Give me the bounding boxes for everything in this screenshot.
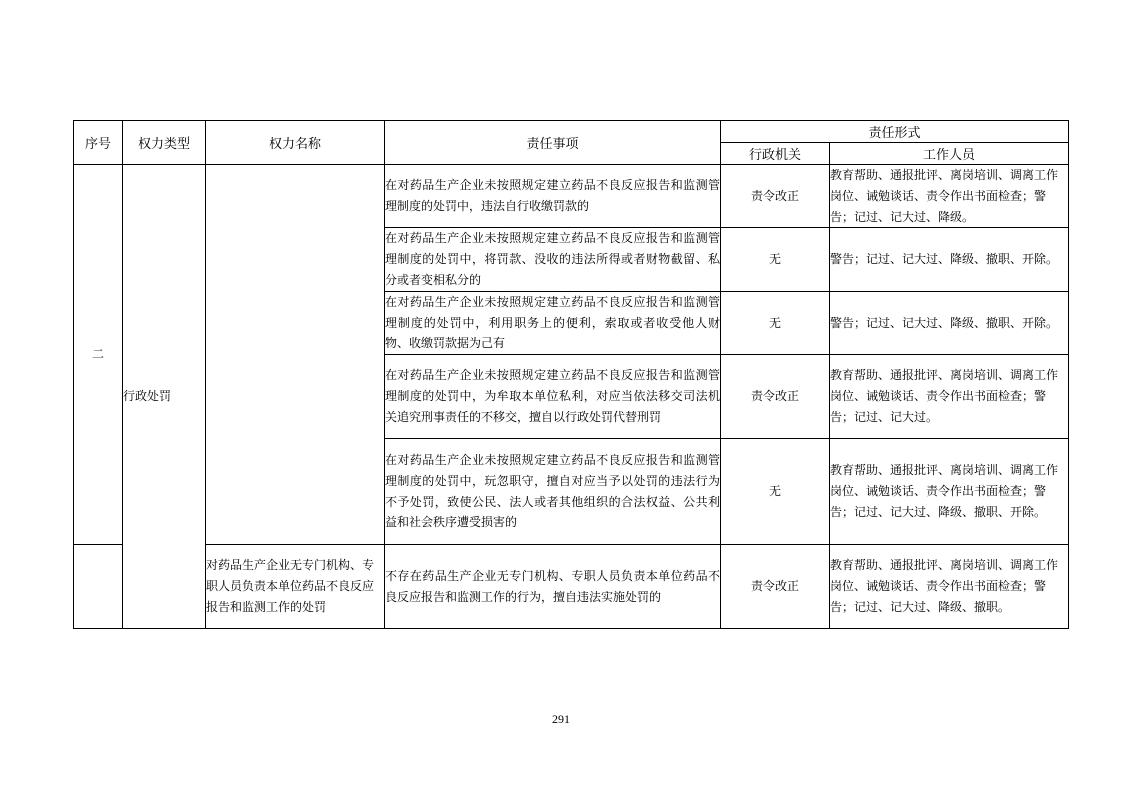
matter-cell: 在对药品生产企业未按照规定建立药品不良反应报告和监测管理制度的处罚中，利用职务上的便利，索取或者收受他人财物、收缴罚款据为己有 — [385, 291, 721, 354]
header-staff: 工作人员 — [830, 143, 1069, 165]
page-number: 291 — [552, 712, 570, 726]
matter-cell: 不存在药品生产企业无专门机构、专职人员负责本单位药品不良反应报告和监测工作的行为，擅自违法实施处罚的 — [385, 545, 721, 629]
header-forms: 责任形式 — [721, 121, 1069, 143]
header-power-type: 权力类型 — [123, 121, 206, 165]
power-type-cell: 行政处罚 — [123, 165, 206, 629]
admin-cell: 无 — [721, 228, 830, 291]
header-matters: 责任事项 — [385, 121, 721, 165]
matter-cell: 在对药品生产企业未按照规定建立药品不良反应报告和监测管理制度的处罚中，违法自行收缴罚款的 — [385, 165, 721, 228]
admin-cell: 责令改正 — [721, 165, 830, 228]
staff-cell: 警告；记过、记大过、降级、撤职、开除。 — [830, 228, 1069, 291]
seq-cell-empty — [74, 545, 123, 629]
header-seq: 序号 — [74, 121, 123, 165]
table-row — [74, 165, 1069, 228]
seq-cell: 二 — [74, 165, 123, 545]
power-name-cell-empty — [206, 165, 385, 545]
admin-cell: 无 — [721, 291, 830, 354]
staff-cell: 教育帮助、通报批评、离岗培训、调离工作岗位、诫勉谈话、责令作出书面检查；警告；记过、记大过、降级、撤职。 — [830, 545, 1069, 629]
responsibility-table — [73, 120, 1069, 629]
staff-cell: 教育帮助、通报批评、离岗培训、调离工作岗位、诫勉谈话、责令作出书面检查；警告；记过、记大过、降级、撤职、开除。 — [830, 439, 1069, 545]
header-power-name: 权力名称 — [206, 121, 385, 165]
matter-cell: 在对药品生产企业未按照规定建立药品不良反应报告和监测管理制度的处罚中，玩忽职守，擅自对应当予以处罚的违法行为不予处罚，致使公民、法人或者其他组织的合法权益、公共利益和社会秩序遭受损害的 — [385, 439, 721, 545]
staff-cell: 教育帮助、通报批评、离岗培训、调离工作岗位、诫勉谈话、责令作出书面检查；警告；记过、记大过、降级。 — [830, 165, 1069, 228]
admin-cell: 责令改正 — [721, 355, 830, 439]
matter-cell: 在对药品生产企业未按照规定建立药品不良反应报告和监测管理制度的处罚中，为牟取本单位私利，对应当依法移交司法机关追究刑事责任的不移交，擅自以行政处罚代替刑罚 — [385, 355, 721, 439]
header-admin-org: 行政机关 — [721, 143, 830, 165]
matter-cell: 在对药品生产企业未按照规定建立药品不良反应报告和监测管理制度的处罚中，将罚款、没收的违法所得或者财物截留、私分或者变相私分的 — [385, 228, 721, 291]
table-row — [74, 545, 1069, 629]
admin-cell: 责令改正 — [721, 545, 830, 629]
staff-cell: 警告；记过、记大过、降级、撤职、开除。 — [830, 291, 1069, 354]
admin-cell: 无 — [721, 439, 830, 545]
power-name-cell: 对药品生产企业无专门机构、专职人员负责本单位药品不良反应报告和监测工作的处罚 — [206, 545, 385, 629]
staff-cell: 教育帮助、通报批评、离岗培训、调离工作岗位、诫勉谈话、责令作出书面检查；警告；记过、记大过。 — [830, 355, 1069, 439]
